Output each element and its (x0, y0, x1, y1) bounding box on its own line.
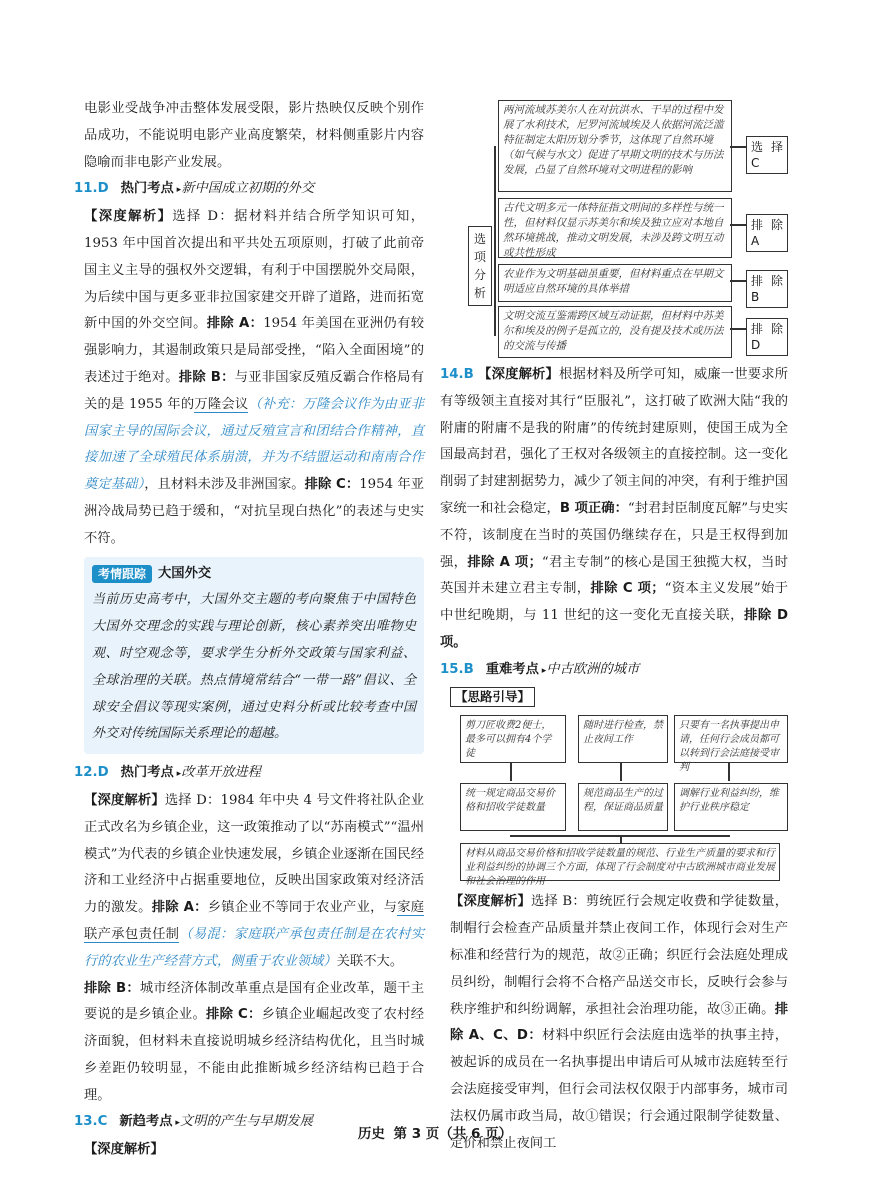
q11-header (74, 176, 424, 204)
q11-answer: D (97, 181, 109, 197)
q13-side-label: 选项分析 (468, 226, 492, 306)
right-column (440, 100, 789, 1157)
intro-paragraph: 电影业受战争冲击整体发展受限，影片热映仅反映个别作品成功，不能说明电影产业高度繁荣，材料侧重影片内容隐喻而非电影产业发展。 (84, 101, 424, 170)
q12-text-a1: 乡镇企业不等同于农业产业，与 (207, 900, 398, 916)
q13-bracket (494, 146, 496, 336)
q12-topic: 改革开放进程 (181, 765, 261, 781)
q15-thinking-diagram (450, 715, 788, 888)
q11-topic-tag: 热门考点 ▸新中国成立初期的外交 (120, 181, 315, 197)
q12-text-b: 城市经济体制改革重点是国有企业改革，题干主要说的是乡镇企业。 (84, 980, 425, 1023)
q13-label-c: 选择C (746, 136, 788, 174)
q13-label-a: 排除A (746, 214, 788, 252)
q11-analysis-label: 【深度解析】 (84, 209, 173, 225)
exam-trend-box (84, 557, 424, 755)
q11-exclude-a: 排除 A： (206, 316, 264, 332)
q12-analysis-label: 【深度解析】 (84, 792, 165, 808)
q13-topic: 文明的产生与早期发展 (179, 1114, 313, 1130)
q15-header (440, 657, 788, 685)
q13-answer: C (97, 1114, 108, 1130)
q15-number-text: 15. (440, 661, 464, 677)
q15-topic-tag: 重难考点 ▸中古欧洲的城市 (485, 661, 640, 677)
q12-number-text: 12. (74, 765, 98, 781)
q13-line-d (730, 328, 746, 330)
q15-join-down (620, 835, 622, 843)
q14-number-text: 14. (440, 367, 464, 382)
q13-option-diagram (450, 100, 788, 356)
q15-text1: 选择 B：剪统匠行会规定收费和学徒数量，制帽行会检查产品质量并禁止夜间工作，体现行会对生产标准和经营行为的规范，故②正确；织匠行会法庭处理成员纠纷，制帽行会将不合格产品送交市长，反映行会参与秩序维护和纠纷调解，承担社会治理功能，故③正确。 (450, 894, 788, 1017)
q12-text-c: 乡镇企业崛起改变了农村经济面貌，但材料未直接说明城乡经济结构优化，且当时城乡差距仍较明显，不能由此推断城乡经济结构已趋于合理。 (84, 1007, 425, 1103)
q13-line-c (730, 146, 746, 148)
q15-arrow-3 (728, 763, 730, 781)
q12-analysis (84, 788, 424, 1110)
q15-thinking-label: 【思路引导】 (450, 687, 535, 707)
q11-supplement: （补充：万隆会议作为由亚非国家主导的国际会议，通过反殖宣言和团结合作精神，直接加速了全球殖民体系崩溃，并为不结盟运动和南南合作奠定基础） (84, 396, 425, 493)
q11-number-text: 11. (74, 181, 98, 197)
q11-exclude-c: 排除 C： (304, 477, 360, 493)
q15-top-box-2: 随时进行检查，禁止夜间工作 (578, 715, 668, 763)
q13-analysis-label: 【深度解析】 (84, 1142, 164, 1158)
q11-underline-b: 万隆会议 (194, 396, 249, 412)
q12-topic-tag: 热门考点 ▸改革开放进程 (120, 765, 261, 781)
q12-text-a2: 关联不大。 (336, 953, 404, 969)
q12-header (74, 760, 424, 788)
q14-text1: 根据材料及所学可知，威廉一世要求所有等级领主直接对其行“臣服礼”，这打破了欧洲大陆“我的附庸的附庸不是我的附庸”的传统封建原则，使国王成为全国最高封君，强化了王权对各级领主的直接控制。这一变化削弱了封建割据势力，减少了领主间的冲突，有利于维护国家统一和社会稳定， (440, 367, 789, 516)
q15-analysis (450, 889, 788, 1157)
q11-text1: 选择 D：据材料并结合所学知识可知，1953 年中国首次提出和平共处五项原则，打破了此前帝国主义主导的强权外交逻辑，有利于中国摆脱外交局限，为后续中国与更多亚非拉国家建交开辟了道路，进而拓宽新中国的外交空间。 (84, 209, 424, 332)
q14-analysis-label: 【深度解析】 (478, 367, 560, 382)
q13-label-b: 排除B (746, 270, 788, 308)
q15-number (440, 657, 474, 684)
q14-number (440, 367, 474, 382)
q12-tag-label: 热门考点 (120, 765, 174, 781)
q11-text-c: 1954 年亚洲冷战局势已趋于缓和，“对抗呈现白热化”的表述与史实不符。 (84, 477, 424, 546)
q15-text-acd: 材料中织匠行会法庭由选举的执事主持，被起诉的成员在一名执事提出申请后可从城市法庭转至行会法庭接受审判，但行会司法权仅限于内部事务，城市司法权仍属市政当局，故①错误；行会通过限制学徒数量、定价和禁止夜间工 (450, 1028, 789, 1151)
q12-text1: 选择 D：1984 年中央 4 号文件将社队企业正式改名为乡镇企业，这一政策推动了以“苏南模式”“温州模式”为代表的乡镇企业快速发展，乡镇企业逐渐在国民经济和工业经济中占据重要地位，反映出国家政策对经济活力的激发。 (84, 792, 424, 916)
q14-answer: B (463, 367, 474, 382)
q11-tag-label: 热门考点 (120, 181, 174, 197)
q12-underline-a: 家庭联产承包责任制 (84, 900, 425, 942)
q12-answer: D (97, 765, 109, 781)
q15-thinking-label-line (450, 685, 788, 712)
q13-number-text: 13. (74, 1114, 98, 1130)
q11-analysis (84, 204, 424, 552)
q13-box-a: 古代文明多元一体特征指文明间的多样性与统一性，但材料仅显示苏美尔和埃及独立应对本地自然环境挑战，推动文明发展，未涉及跨文明互动或共性形成 (498, 198, 732, 258)
q15-analysis-label: 【深度解析】 (450, 894, 531, 910)
q13-box-c: 两河流域苏美尔人在对抗洪水、干旱的过程中发展了水利技术，尼罗河流域埃及人依据河流泛滥特征制定太阳历划分季节，这体现了自然环境（如气候与水文）促进了早期文明的技术与历法发展，凸显了自然环境对文明进程的影响 (498, 100, 732, 192)
q11-text-b2: ，且材料未涉及非洲国家。 (144, 477, 305, 493)
q15-top-box-1: 剪刀匠收费2便士，最多可以拥有4个学徒 (460, 715, 566, 763)
q15-bottom-box: 材料从商品交易价格和招收学徒数量的规范、行业生产质量的要求和行业利益纠纷的协调三个方面，体现了行会制度对中古欧洲城市商业发展和社会治理的作用 (460, 843, 780, 881)
q15-mid-box-1: 统一规定商品交易价格和招收学徒数量 (460, 783, 566, 831)
q12-exclude-b: 排除 B： (84, 980, 140, 996)
q14-exclude-d: 排除 D 项。 (440, 608, 789, 650)
q12-number (74, 760, 109, 787)
q15-top-box-3: 只要有一名执事提出申请，任何行会成员都可以转到行会法庭接受审判 (674, 715, 788, 763)
q13-line-b (730, 280, 746, 282)
left-column (74, 96, 425, 1164)
q13-box-b: 农业作为文明基础虽重要，但材料重点在早期文明适应自然环境的具体举措 (498, 264, 732, 302)
footer-page-number: 第 3 页（共 6 页） (393, 1126, 513, 1142)
q15-mid-box-3: 调解行业利益纠纷，维护行业秩序稳定 (674, 783, 788, 831)
exam-trend-text: 当前历史高考中，大国外交主题的考向聚焦于中国特色大国外交理念的实践与理论创新，核心素养突出唯物史观、时空观念等，要求学生分析外交政策与国家利益、全球治理的关联。热点情境常结合“一带一路”倡议、全球安全倡议等现实案例，通过史料分析或比较考查中国外交对传统国际关系理论的超越。 (92, 592, 416, 742)
q15-tag-label: 重难考点 (485, 661, 539, 677)
q14-header (440, 362, 788, 657)
q15-arrow-1 (510, 763, 512, 781)
q15-mid-box-2: 规范商品生产的过程，保证商品质量 (578, 783, 668, 831)
q13-label-d: 排除D (746, 318, 788, 356)
q14-text-c: “资本主义发展”始于中世纪晚期，与 11 世纪的这一变化无直接关联， (440, 581, 788, 624)
exam-trend-header (92, 561, 416, 588)
q12-note-a: （易混：家庭联产承包责任制是在农村实行的农业生产经营方式，侧重于农业领域） (84, 926, 425, 969)
exam-trend-title: 大国外交 (158, 565, 212, 581)
q14-correct-b: B 项正确： (559, 500, 628, 516)
q12-exclude-c: 排除 C： (206, 1007, 262, 1023)
page-footer (0, 1122, 870, 1142)
q11-number (74, 176, 109, 203)
q14-exclude-a: 排除 A 项； (467, 554, 542, 570)
q12-exclude-a: 排除 A： (151, 900, 208, 916)
q15-exclude-acd: 排除 A、C、D： (450, 1001, 788, 1044)
q15-arrow-2 (620, 763, 622, 781)
q11-exclude-b: 排除 B： (178, 369, 235, 385)
q13-topic-tag: 新趋考点 ▸文明的产生与早期发展 (119, 1114, 313, 1130)
q13-line-a (730, 224, 746, 226)
q14-text-a: “君主专制”的核心是国王独揽大权，当时英国并未建立君主专制， (440, 554, 788, 597)
q14-exclude-c: 排除 C 项； (590, 581, 665, 597)
q11-text-a: 1954 年美国在亚洲仍有较强影响力，其遏制政策只是局部受挫，“陷入全面困境”的表述过于绝对。 (84, 316, 424, 385)
footer-subject: 历史 (357, 1126, 385, 1142)
exam-trend-badge: 考情跟踪 (92, 565, 152, 583)
q14-text-b: “封君封臣制度瓦解”与史实不符，该制度在当时的英国仍继续存在，只是王权得到加强， (440, 500, 789, 570)
q15-answer: B (463, 661, 474, 677)
q13-tag-label: 新趋考点 (119, 1114, 173, 1130)
q15-topic: 中古欧洲的城市 (546, 661, 640, 677)
q11-text-b1: 与亚非国家反殖反霸合作格局有关的是 1955 年的 (84, 369, 425, 412)
q13-box-d: 文明交流互鉴需跨区域互动证据，但材料中苏美尔和埃及的例子是孤立的，没有提及技术或历法的交流与传播 (498, 306, 732, 358)
q11-topic: 新中国成立初期的外交 (181, 181, 315, 197)
